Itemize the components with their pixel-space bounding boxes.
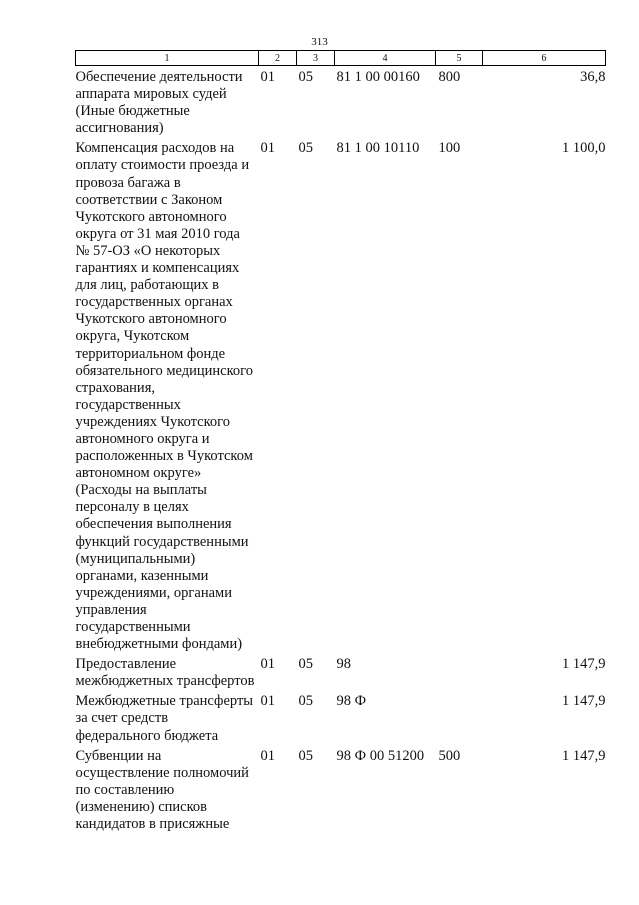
table-row [76, 137, 606, 653]
row-name: Предоставление межбюджетных трансфертов [75, 656, 255, 690]
row-name: Компенсация расходов на оплату стоимости проезда и провоза багажа в соответствии с Законом Чукотского автономного округа от 31 мая 2010 года № 57-ОЗ «О некоторых гарантиях и компенсациях для лиц, работающих в государственных органах Чукотского автономного округа, Чукотском территориальном фонде обязательного медицинского страхования, государственных учреждениях Чукотского автономного округа и расположенных в Чукотском автономном округе» (Расходы на выплаты персоналу в целях обеспечения выполнения функций государственными (муниципальными) органами, казенными учреждениями, органами управления государственными внебюджетными фондами) [75, 140, 253, 653]
row-name: Межбюджетные трансферты за счет средств федерального бюджета [75, 693, 254, 744]
row-target-article: 98 [336, 656, 351, 673]
page-number: 313 [311, 36, 328, 48]
table-row [76, 745, 606, 833]
row-subsection: 05 [298, 693, 313, 710]
row-name: Субвенции на осуществление полномочий по составлению (изменению) списков кандидатов в присяжные [75, 747, 249, 833]
budget-table [75, 50, 606, 833]
header-col-2: 2 [259, 51, 297, 66]
row-subsection: 05 [298, 656, 313, 673]
row-expense-type: 100 [438, 140, 461, 157]
row-amount: 36,8 [580, 69, 606, 85]
row-subsection: 05 [298, 747, 313, 764]
row-section: 01 [260, 140, 275, 157]
row-target-article: 98 Ф [336, 693, 367, 710]
header-col-3: 3 [297, 51, 335, 66]
row-expense-type: 500 [438, 747, 461, 764]
row-section: 01 [260, 656, 275, 673]
row-target-article: 81 1 00 10110 [336, 140, 420, 157]
row-amount: 1 100,0 [562, 140, 606, 157]
row-section: 01 [260, 69, 275, 85]
row-subsection: 05 [298, 140, 313, 157]
row-section: 01 [260, 747, 275, 764]
header-col-6: 6 [483, 51, 606, 66]
header-col-1: 1 [76, 51, 259, 66]
row-expense-type [436, 690, 483, 744]
table-row [76, 66, 606, 138]
row-expense-type: 800 [438, 69, 461, 85]
row-amount: 1 147,9 [562, 747, 606, 764]
row-target-article: 98 Ф 00 51200 [336, 747, 425, 764]
header-col-5: 5 [436, 51, 483, 66]
row-amount: 1 147,9 [562, 656, 606, 673]
table-row [76, 690, 606, 744]
header-col-4: 4 [335, 51, 436, 66]
row-amount: 1 147,9 [562, 693, 606, 710]
table-row [76, 653, 606, 690]
row-section: 01 [260, 693, 275, 710]
row-expense-type [436, 653, 483, 690]
row-target-article: 81 1 00 00160 [336, 69, 420, 85]
row-name: Обеспечение деятельности аппарата мировых судей (Иные бюджетные ассигнования) [75, 69, 243, 137]
table-header-row [76, 51, 606, 66]
row-subsection: 05 [298, 69, 313, 85]
